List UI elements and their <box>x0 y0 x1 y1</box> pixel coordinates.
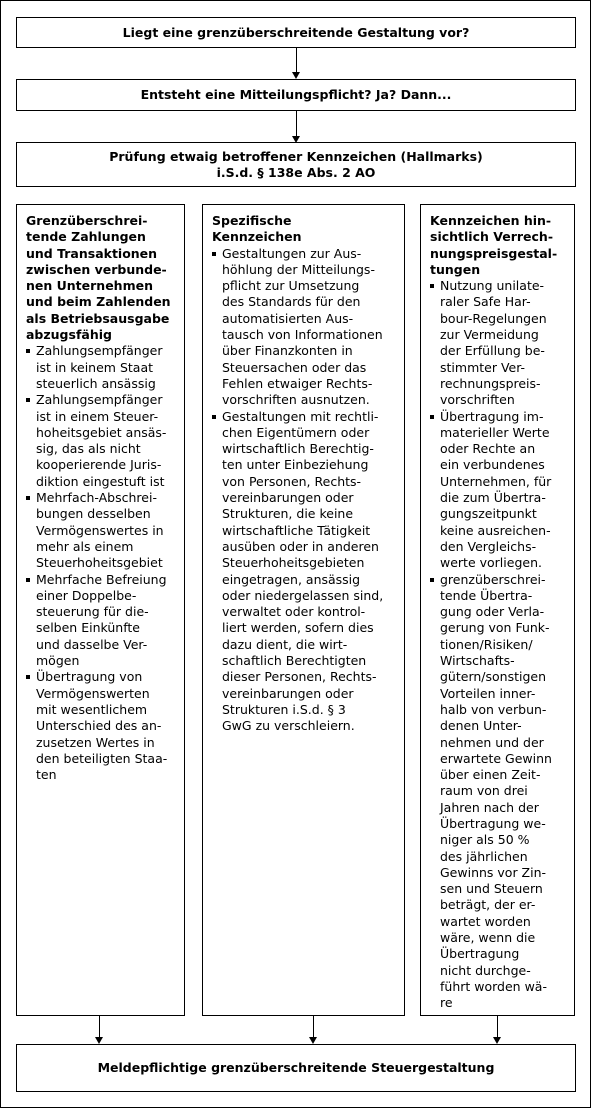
list-item: Nutzung unilate- raler Safe Har- bour-Regelungen zur Vermeidung der Erfüllung be- stimmter Ver- rechnungspreis- vorschriften <box>430 278 566 408</box>
arrowhead-col1-result <box>95 1037 103 1044</box>
hallmark-column-3-title: Kennzeichen hin- sichtlich Verrech- nungspreisgestal- tungen <box>430 213 558 277</box>
connector-col2-result <box>313 1016 314 1038</box>
flow-step-3 <box>16 142 576 187</box>
flow-step-1-text: Liegt eine grenzüberschreitende Gestaltung vor? <box>122 24 470 40</box>
hallmark-column-3 <box>420 204 575 1016</box>
list-item: Mehrfache Befreiung einer Doppelbe- steuerung für die- selben Einkünfte und dasselbe Ver- mögen <box>26 572 176 670</box>
flow-step-3-line1: Prüfung etwaig betroffener Kennzeichen (Hallmarks) <box>109 148 483 164</box>
hallmark-column-1-list <box>26 343 176 783</box>
list-item: Mehrfach-Abschrei- bungen desselben Vermögenswertes in mehr als einem Steuerhoheitsgebiet <box>26 490 176 571</box>
flow-step-3-line2: i.S.d. § 138e Abs. 2 AO <box>216 164 376 180</box>
list-item: Zahlungsempfänger ist in keinem Staat steuerlich ansässig <box>26 343 176 392</box>
hallmark-column-1 <box>16 204 185 1016</box>
list-item: Übertragung von Vermögenswerten mit wesentlichem Unterschied des an- zusetzen Wertes in den beteiligten Staa- ten <box>26 669 176 783</box>
connector-col3-result <box>497 1016 498 1038</box>
flow-step-2-text: Entsteht eine Mitteilungspflicht? Ja? Dann... <box>140 87 452 102</box>
arrowhead-col3-result <box>493 1037 501 1044</box>
list-item: Zahlungsempfänger ist in einem Steuer- hoheitsgebiet ansäs- sig, das als nicht kooperierende Juris- diktion eingestuft ist <box>26 392 176 490</box>
result-box <box>16 1044 576 1092</box>
arrowhead-col2-result <box>309 1037 317 1044</box>
result-text: Meldepflichtige grenzüberschreitende Steuergestaltung <box>97 1060 495 1075</box>
hallmark-column-2 <box>202 204 405 1016</box>
list-item: grenzüberschrei- tende Übertra- gung oder Verla- gerung von Funk- tionen/Risiken/ Wirtschafts- gütern/sonstigen Vorteilen inner- halb von verbun- denen Unter- nehmen und der erwartete Gewinn über einen Zeit- raum von drei Jahren nach der Übertragung we- niger als 50 % des jährlichen Gewinns vor Zin- sen und Steuern beträgt, der er- wartet worden wäre, wenn die Übertragung nicht durchge- führt worden wä- re <box>430 572 566 1012</box>
flow-step-2 <box>16 79 576 111</box>
hallmark-column-3-list <box>430 278 566 1011</box>
connector-1-2 <box>296 48 297 72</box>
arrowhead-1-2 <box>292 72 300 79</box>
list-item: Gestaltungen zur Aus- höhlung der Mitteilungs- pflicht zur Umsetzung des Standards für den automatisierten Aus- tausch von Informationen über Finanzkonten in Steuersachen oder das Fehlen etwaiger Rechts- vorschriften ausnutzen. <box>212 246 396 409</box>
hallmark-column-2-title: Spezifische Kennzeichen <box>212 213 302 245</box>
hallmark-column-1-title: Grenzüberschrei- tende Zahlungen und Transaktionen zwischen verbunde- nen Unternehmen und beim Zahlenden als Betriebsausgabe abzugsfähig <box>26 213 171 343</box>
list-item: Übertragung im- materieller Werte oder Rechte an ein verbundenes Unternehmen, für die zum Übertra- gungszeitpunkt keine ausreichen- den Vergleichs- werte vorliegen. <box>430 409 566 572</box>
connector-col1-result <box>99 1016 100 1038</box>
flow-step-1 <box>16 17 576 48</box>
connector-2-3 <box>296 111 297 137</box>
list-item: Gestaltungen mit rechtli- chen Eigentümern oder wirtschaftlich Berechtig- ten unter Einbeziehung von Personen, Rechts- vereinbarungen oder Strukturen, die keine wirtschaftliche Tätigkeit ausüben oder in anderen Steuerhoheitsgebieten eingetragen, ansässig oder niedergelassen sind, verwaltet oder kontrol- liert werden, sofern dies dazu dient, die wirt- schaftlich Berechtigten dieser Personen, Rechts- vereinbarungen oder Strukturen i.S.d. § 3 GwG zu verschleiern. <box>212 409 396 735</box>
hallmark-column-2-list <box>212 246 396 735</box>
